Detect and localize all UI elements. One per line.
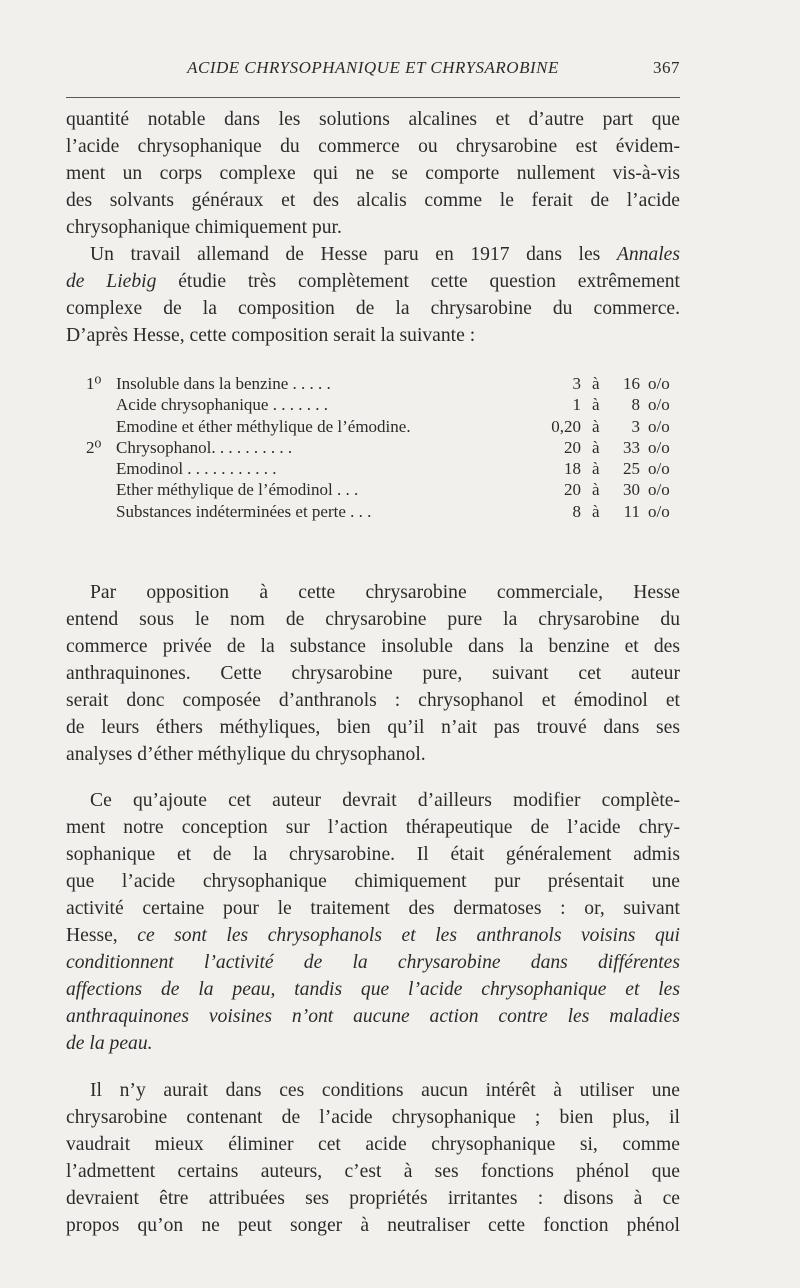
table-row — [66, 373, 680, 394]
paragraph-4 — [66, 787, 680, 1057]
text-line: que l’acide chrysophanique chimiquement pur présentait une — [66, 871, 680, 893]
italic-text: conditionnent l’activité de la chrysarobine dans différentes — [66, 952, 680, 974]
range-unit: o/o — [648, 395, 670, 415]
range-from: 0,20 — [551, 416, 581, 436]
text-span: Un travail allemand de Hesse paru en 1917 dans les — [90, 244, 601, 265]
paragraph-3 — [66, 579, 680, 768]
text-line: entend sous le nom de chrysarobine pure la chrysarobine du — [66, 608, 680, 630]
table-row — [66, 479, 680, 500]
text-line: quantité notable dans les solutions alcalines et d’autre part que — [66, 109, 680, 130]
text-line — [66, 976, 680, 1003]
text-line — [66, 922, 680, 949]
text-line: activité certaine pour le traitement des dermatoses : or, suivant — [66, 898, 680, 920]
range-to: 25 — [623, 459, 640, 479]
component-label: Emodinol . . . . . . . . . . . — [116, 459, 277, 479]
range-separator: à — [592, 395, 600, 415]
italic-text: de la peau. — [66, 1033, 153, 1055]
range-from: 3 — [572, 374, 581, 393]
text-line: complexe de la composition de la chrysarobine du commerce. — [66, 298, 680, 319]
range-from: 8 — [572, 501, 581, 521]
text-line: de leurs éthers méthyliques, bien qu’il n’ait pas trouvé dans ses — [66, 716, 680, 738]
text-line — [66, 949, 680, 976]
text-span: étudie très complètement cette question extrêmement — [178, 271, 681, 292]
page-number: 367 — [653, 58, 680, 77]
component-label: Ether méthylique de l’émodinol . . . — [116, 480, 359, 500]
text-line: chrysarobine contenant de l’acide chrysophanique ; bien plus, il — [66, 1106, 680, 1128]
text-line — [66, 1003, 680, 1030]
range-to: 11 — [623, 501, 640, 521]
paragraph-1 — [66, 106, 680, 241]
range-to: 3 — [631, 416, 640, 436]
text-line: commerce privée de la substance insoluble dans la benzine et des — [66, 635, 680, 657]
italic-text: affections de la peau, tandis que l’acide chrysophanique et les — [66, 979, 680, 1001]
range-separator: à — [592, 501, 600, 521]
text-line: D’après Hesse, cette composition serait la suivante : — [66, 325, 476, 346]
paragraph-2 — [66, 241, 680, 349]
table-row — [66, 394, 680, 415]
italic-title: de Liebig — [66, 271, 157, 292]
italic-title: Annales — [616, 244, 680, 265]
text-line: ment notre conception sur l’action thérapeutique de l’acide chry- — [66, 817, 680, 839]
text-span: Hesse, — [66, 925, 118, 947]
range-separator: à — [592, 459, 600, 479]
italic-text: anthraquinones voisines n’ont aucune action contre les maladies — [66, 1006, 680, 1028]
range-unit: o/o — [648, 480, 670, 500]
range-from: 18 — [564, 459, 581, 479]
paragraph-5 — [66, 1077, 680, 1239]
range-from: 20 — [564, 437, 581, 457]
text-line: des solvants généraux et des alcalis comme le ferait de l’acide — [66, 190, 680, 211]
composition-table — [66, 373, 680, 522]
component-label: Emodine et éther méthylique de l’émodine. — [116, 416, 411, 436]
text-line — [66, 241, 680, 268]
range-unit: o/o — [648, 374, 670, 393]
running-title: ACIDE CHRYSOPHANIQUE ET CHRYSAROBINE — [187, 58, 559, 77]
text-line: devraient être attribuées ses propriétés irritantes : disons à ce — [66, 1187, 680, 1209]
range-from: 1 — [572, 395, 581, 415]
table-row — [66, 437, 680, 458]
text-line: chrysophanique chimiquement pur. — [66, 217, 342, 238]
range-unit: o/o — [648, 501, 670, 521]
range-to: 33 — [623, 437, 640, 457]
text-line: l’acide chrysophanique du commerce ou chrysarobine est évidem- — [66, 136, 680, 157]
range-to: 8 — [631, 395, 640, 415]
text-line: sophanique et de la chrysarobine. Il était généralement admis — [66, 844, 680, 866]
group-number: 1⁰ — [86, 374, 102, 393]
range-from: 20 — [564, 480, 581, 500]
text-line — [66, 1030, 680, 1057]
range-unit: o/o — [648, 416, 670, 436]
component-label: Insoluble dans la benzine . . . . . — [116, 374, 331, 393]
table-row — [66, 501, 680, 522]
text-line: Ce qu’ajoute cet auteur devrait d’ailleurs modifier complète- — [90, 790, 680, 812]
range-separator: à — [592, 437, 600, 457]
component-label: Chrysophanol. . . . . . . . . . — [116, 437, 293, 457]
text-line: ment un corps complexe qui ne se comporte nullement vis-à-vis — [66, 163, 680, 184]
text-line: serait donc composée d’anthranols : chrysophanol et émodinol et — [66, 689, 680, 711]
text-line: l’admettent certains auteurs, c’est à ses fonctions phénol que — [66, 1160, 680, 1182]
range-separator: à — [592, 480, 600, 500]
text-line: vaudrait mieux éliminer cet acide chrysophanique si, comme — [66, 1133, 680, 1155]
text-line: propos qu’on ne peut songer à neutraliser cette fonction phénol — [66, 1214, 680, 1236]
table-row — [66, 416, 680, 437]
text-line — [66, 268, 680, 295]
component-label: Acide chrysophanique . . . . . . . — [116, 395, 328, 415]
text-line: Par opposition à cette chrysarobine commerciale, Hesse — [90, 581, 680, 603]
range-unit: o/o — [648, 459, 670, 479]
text-line: anthraquinones. Cette chrysarobine pure, suivant cet auteur — [66, 662, 680, 684]
range-to: 16 — [623, 374, 640, 393]
range-unit: o/o — [648, 437, 670, 457]
italic-text: ce sont les chrysophanols et les anthranols voisins qui — [137, 925, 680, 947]
text-block-bottom — [66, 559, 680, 1258]
range-to: 30 — [623, 480, 640, 500]
text-line: analyses d’éther méthylique du chrysophanol. — [66, 743, 426, 765]
group-number: 2⁰ — [86, 437, 102, 457]
text-line: Il n’y aurait dans ces conditions aucun intérêt à utiliser une — [90, 1079, 680, 1101]
header-rule — [66, 97, 680, 98]
range-separator: à — [592, 416, 600, 436]
text-block-top — [66, 106, 680, 349]
component-label: Substances indéterminées et perte . . . — [116, 501, 372, 521]
table-row — [66, 458, 680, 479]
range-separator: à — [592, 374, 600, 393]
